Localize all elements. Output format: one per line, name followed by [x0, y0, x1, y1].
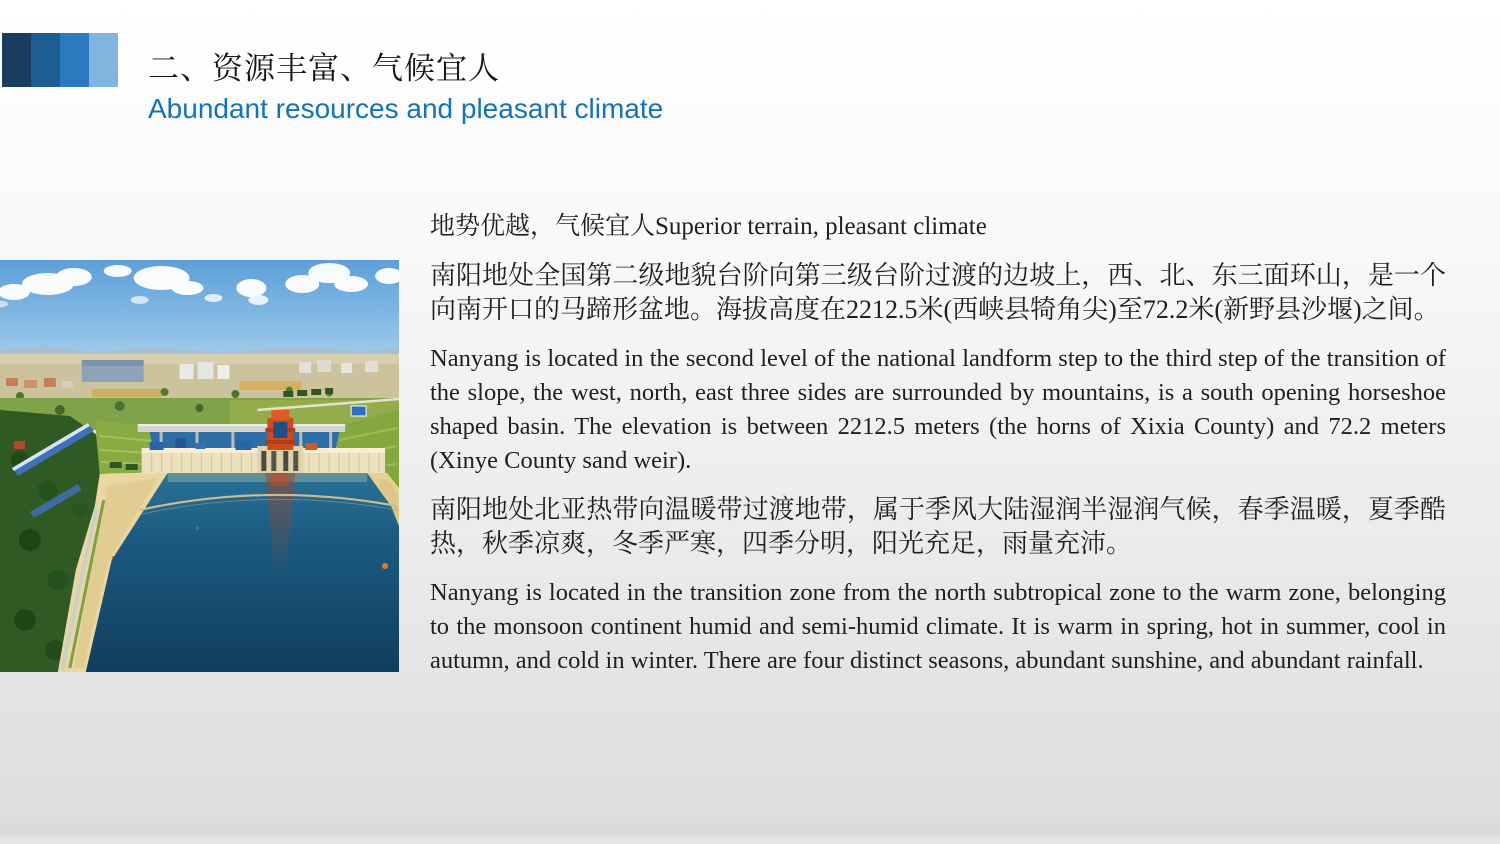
- accent-segment-bright: [60, 33, 89, 87]
- dam-photo: [0, 260, 399, 672]
- slide-header: [148, 50, 663, 126]
- paragraph-climate-en: Nanyang is located in the transition zone from the north subtropical zone to the warm zone, belonging to the monsoon continent humid and semi-humid climate. It is warm in spring, hot in summer, cool in autumn, and cold in winter. There are four distinct seasons, abundant sunshine, and abundant rainfall.: [430, 579, 1446, 674]
- buoy: [382, 563, 388, 569]
- accent-segment-light: [89, 33, 118, 87]
- accent-segment-medium: [31, 33, 60, 87]
- dam-photo-art: [0, 260, 399, 672]
- accent-segment-dark: [2, 33, 31, 87]
- page-title-zh: 二、资源丰富、气候宜人: [148, 51, 500, 86]
- body-text: [430, 210, 1446, 693]
- accent-bar: [2, 33, 118, 87]
- page-title-en: Abundant resources and pleasant climate: [148, 93, 664, 124]
- paragraph-terrain-zh: 南阳地处全国第二级地貌台阶向第三级台阶过渡的边坡上，西、北、东三面环山，是一个向南开口的马蹄形盆地。海拔高度在2212.5米(西峡县犄角尖)至72.2米(新野县沙堰)之间。: [430, 261, 1446, 324]
- paragraph-terrain-en: Nanyang is located in the second level of the national landform step to the third step of the transition of the slope, the west, north, east three sides are surrounded by mountains, is a south opening horseshoe shaped basin. The elevation is between 2212.5 meters (the horns of Xixia County) and 72.2 meters (Xinye County sand weir).: [430, 345, 1446, 474]
- section-heading: 地势优越，气候宜人Superior terrain, pleasant climate: [430, 213, 987, 240]
- paragraph-climate-zh: 南阳地处北亚热带向温暖带过渡地带，属于季风大陆湿润半湿润气候，春季温暖，夏季酷热，秋季凉爽，冬季严寒，四季分明，阳光充足，雨量充沛。: [430, 495, 1446, 558]
